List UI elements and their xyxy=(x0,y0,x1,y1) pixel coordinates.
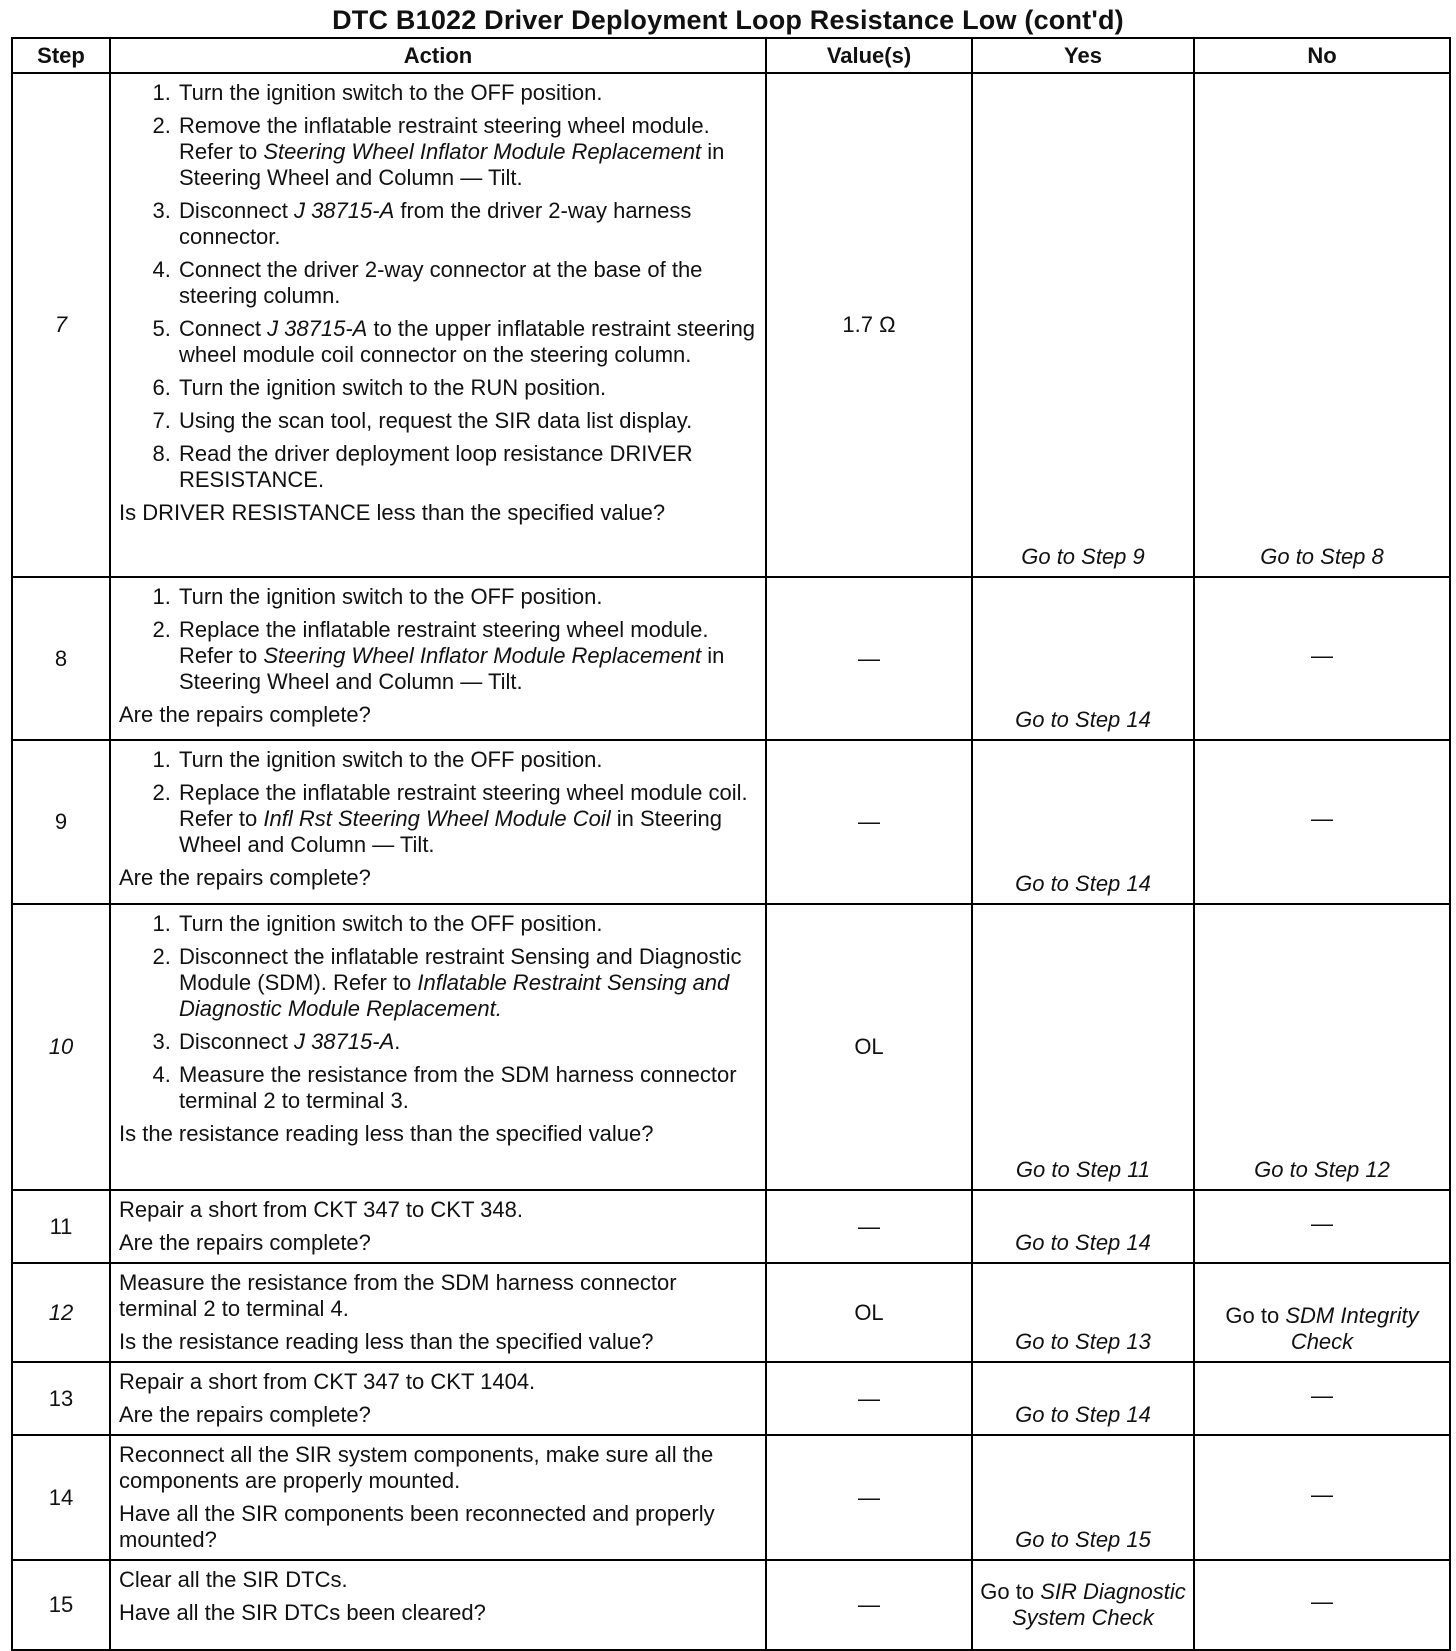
reference-link: Infl Rst Steering Wheel Module Coil xyxy=(263,806,611,831)
step-number: 15 xyxy=(12,1560,110,1650)
no-cell: — xyxy=(1194,1560,1450,1650)
list-item: 3. Disconnect J 38715-A. xyxy=(177,1029,757,1055)
table-row xyxy=(12,1435,1450,1560)
yes-cell: Go to Step 14 xyxy=(972,740,1194,904)
no-cell: — xyxy=(1194,577,1450,740)
table-row xyxy=(12,1362,1450,1435)
header-action: Action xyxy=(110,38,766,73)
action-cell xyxy=(110,740,766,904)
action-cell xyxy=(110,577,766,740)
action-text: Repair a short from CKT 347 to CKT 348. xyxy=(119,1197,523,1222)
no-cell: Go to SDM Integrity Check xyxy=(1194,1263,1450,1362)
action-cell xyxy=(110,1435,766,1560)
list-item: 2. Replace the inflatable restraint steering wheel module. Refer to Steering Wheel Inflator Module Replacement in Steering Wheel and Column — Tilt. xyxy=(177,617,757,695)
action-list xyxy=(119,911,757,1114)
value-cell: — xyxy=(766,1560,972,1650)
header-no: No xyxy=(1194,38,1450,73)
reference-link: Steering Wheel Inflator Module Replacement xyxy=(263,139,702,164)
list-item: 5. Connect J 38715-A to the upper inflatable restraint steering wheel module coil connector on the steering column. xyxy=(177,316,757,368)
step-number: 8 xyxy=(12,577,110,740)
action-list xyxy=(119,747,757,858)
no-cell: — xyxy=(1194,1362,1450,1435)
action-list xyxy=(119,584,757,695)
reference-link: Inflatable Restraint Sensing and Diagnostic Module Replacement. xyxy=(179,970,730,1021)
tool-reference: J 38715-A xyxy=(293,1029,395,1054)
step-number: 10 xyxy=(12,904,110,1190)
question: Is the resistance reading less than the specified value? xyxy=(119,1121,654,1146)
yes-cell: Go to Step 15 xyxy=(972,1435,1194,1560)
header-row xyxy=(12,38,1450,73)
table-row xyxy=(12,1263,1450,1362)
list-item: 1. Turn the ignition switch to the OFF position. xyxy=(177,584,757,610)
list-item: 1. Turn the ignition switch to the OFF position. xyxy=(177,80,757,106)
yes-cell: Go to SIR Diagnostic System Check xyxy=(972,1560,1194,1650)
table-row xyxy=(12,1560,1450,1650)
header-values: Value(s) xyxy=(766,38,972,73)
list-item: 2. Disconnect the inflatable restraint Sensing and Diagnostic Module (SDM). Refer to Inflatable Restraint Sensing and Diagnostic Module Replacement. xyxy=(177,944,757,1022)
no-cell: Go to Step 12 xyxy=(1194,904,1450,1190)
action-cell xyxy=(110,1263,766,1362)
list-item: 2. Remove the inflatable restraint steering wheel module. Refer to Steering Wheel Inflator Module Replacement in Steering Wheel and Column — Tilt. xyxy=(177,113,757,191)
no-cell: — xyxy=(1194,1435,1450,1560)
value-cell: OL xyxy=(766,904,972,1190)
page-title: DTC B1022 Driver Deployment Loop Resistance Low (cont'd) xyxy=(332,5,1124,35)
step-number: 14 xyxy=(12,1435,110,1560)
header-yes: Yes xyxy=(972,38,1194,73)
tool-reference: J 38715-A xyxy=(293,198,395,223)
action-text: Measure the resistance from the SDM harness connector terminal 2 to terminal 4. xyxy=(119,1270,677,1321)
list-item: 1. Turn the ignition switch to the OFF position. xyxy=(177,747,757,773)
question: Are the repairs complete? xyxy=(119,1402,371,1427)
question: Are the repairs complete? xyxy=(119,1230,371,1255)
step-number: 11 xyxy=(12,1190,110,1263)
question: Have all the SIR DTCs been cleared? xyxy=(119,1600,486,1625)
sir-check-link: SIR Diagnostic System Check xyxy=(1012,1579,1186,1630)
list-item: 8. Read the driver deployment loop resistance DRIVER RESISTANCE. xyxy=(177,441,757,493)
action-cell xyxy=(110,1362,766,1435)
question: Is DRIVER RESISTANCE less than the specified value? xyxy=(119,500,666,525)
table-row xyxy=(12,740,1450,904)
list-item: 3. Disconnect J 38715-A from the driver 2-way harness connector. xyxy=(177,198,757,250)
step-number: 12 xyxy=(12,1263,110,1362)
table-row xyxy=(12,1190,1450,1263)
no-cell: — xyxy=(1194,1190,1450,1263)
list-item: 4. Connect the driver 2-way connector at the base of the steering column. xyxy=(177,257,757,309)
action-cell xyxy=(110,1190,766,1263)
no-cell: Go to Step 8 xyxy=(1194,73,1450,577)
question: Is the resistance reading less than the specified value? xyxy=(119,1329,654,1354)
reference-link: Steering Wheel Inflator Module Replacement xyxy=(263,643,702,668)
action-text: Clear all the SIR DTCs. xyxy=(119,1567,348,1592)
table-row xyxy=(12,904,1450,1190)
list-item: 1. Turn the ignition switch to the OFF position. xyxy=(177,911,757,937)
value-cell: — xyxy=(766,1190,972,1263)
value-cell: — xyxy=(766,1435,972,1560)
action-text: Reconnect all the SIR system components, make sure all the components are properly mounted. xyxy=(119,1442,714,1493)
value-cell: — xyxy=(766,577,972,740)
no-cell: — xyxy=(1194,740,1450,904)
tool-reference: J 38715-A xyxy=(267,316,368,341)
question: Are the repairs complete? xyxy=(119,865,371,890)
table-row xyxy=(12,73,1450,577)
question: Have all the SIR components been reconnected and properly mounted? xyxy=(119,1501,715,1552)
question: Are the repairs complete? xyxy=(119,702,371,727)
step-number: 13 xyxy=(12,1362,110,1435)
list-item: 4. Measure the resistance from the SDM harness connector terminal 2 to terminal 3. xyxy=(177,1062,757,1114)
value-cell: — xyxy=(766,1362,972,1435)
list-item: 6. Turn the ignition switch to the RUN position. xyxy=(177,375,757,401)
action-cell xyxy=(110,904,766,1190)
diagnostic-table xyxy=(11,37,1451,1651)
yes-cell: Go to Step 14 xyxy=(972,1362,1194,1435)
list-item: 2. Replace the inflatable restraint steering wheel module coil. Refer to Infl Rst Steering Wheel Module Coil in Steering Wheel and Column — Tilt. xyxy=(177,780,757,858)
table-row xyxy=(12,577,1450,740)
sdm-integrity-link: SDM Integrity Check xyxy=(1285,1303,1419,1354)
value-cell: OL xyxy=(766,1263,972,1362)
action-list xyxy=(119,80,757,493)
list-item: 7. Using the scan tool, request the SIR data list display. xyxy=(177,408,757,434)
yes-cell: Go to Step 9 xyxy=(972,73,1194,577)
step-number: 9 xyxy=(12,740,110,904)
yes-cell: Go to Step 11 xyxy=(972,904,1194,1190)
value-cell: — xyxy=(766,740,972,904)
action-text: Repair a short from CKT 347 to CKT 1404. xyxy=(119,1369,536,1394)
yes-cell: Go to Step 14 xyxy=(972,577,1194,740)
action-cell xyxy=(110,1560,766,1650)
value-cell: 1.7 Ω xyxy=(766,73,972,577)
header-step: Step xyxy=(12,38,110,73)
action-cell xyxy=(110,73,766,577)
step-number: 7 xyxy=(12,73,110,577)
yes-cell: Go to Step 13 xyxy=(972,1263,1194,1362)
yes-cell: Go to Step 14 xyxy=(972,1190,1194,1263)
